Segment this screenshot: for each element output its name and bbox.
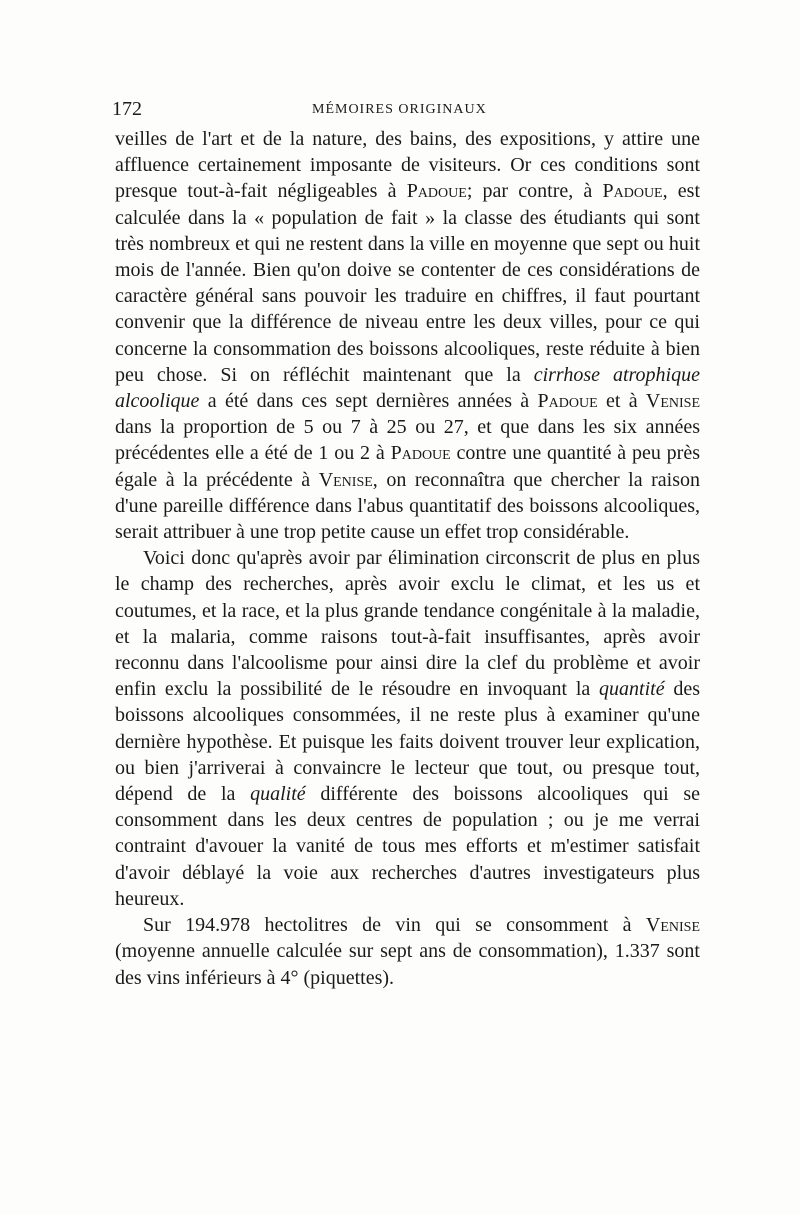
text-segment: a été dans ces sept dernières années à [199,390,538,413]
text-segment: veilles de l'art et de la nature, des bains, des expositions, y attire une affluence certainement imposante de visiteurs. Or ces conditions sont presque tout-à-fait négligeables à [115,128,700,203]
text-segment: et à [597,390,646,413]
page-number: 172 [112,98,142,120]
text-segment: ; par contre, à [466,180,603,203]
text-segment: des boissons alcooliques consommées, il ne reste plus à examiner qu'une dernière hypothèse. Et puisque les faits doivent trouver leur explication, ou bien j'arriverai à convaincre le lecteur que tout, ou presque tout, dépend de la [115,678,700,806]
text-segment: Padoue [602,180,663,203]
paragraph-3 [115,912,700,991]
paragraph-2 [115,545,700,912]
text-segment: Venise [645,914,700,937]
text-segment: , est calculée dans la « population de fait » la classe des étudiants qui sont très nombreux et qui ne restent dans la ville en moyenne que sept ou huit mois de l'année. Bien qu'on doive se contenter de ces considérations de caractère général sans pouvoir les traduire en chiffres, il faut pourtant convenir que la différence de niveau entre les deux villes, pour ce qui concerne la consommation des boissons alcooliques, reste réduite à bien peu chose. Si on réfléchit maintenant que la [115,180,701,386]
text-segment: Venise [645,390,701,413]
text-segment: (moyenne annuelle calculée sur sept ans de consommation), 1.337 sont des vins inférieurs à 4° (piquettes). [115,940,700,989]
text-segment: qualité [250,783,306,806]
text-segment: Padoue [390,442,451,465]
page-header [112,96,702,126]
running-head: MÉMOIRES ORIGINAUX [312,102,487,117]
text-segment: dans la proportion de 5 ou 7 à 25 ou 27, et que dans les six années précédentes elle a été de 1 ou 2 à [115,416,700,465]
text-segment: contre une quantité à peu près égale à la précédente à [115,442,700,491]
text-segment: Padoue [537,390,598,413]
text-segment: Sur 194.978 hectolitres de vin qui se consomment à [143,914,646,937]
text-segment: , on reconnaîtra que chercher la raison d'une pareille différence dans l'abus quantitatif des boissons alcooliques, serait attribuer à une trop petite cause un effet trop considérable. [115,468,700,544]
text-segment: Padoue [406,180,467,203]
text-segment: différente des boissons alcooliques qui se consomment dans les deux centres de population ; ou je me verrai contraint d'avouer la vanité de tous mes efforts et m'estimer satisfait d'avoir déblayé la voie aux recherches d'autres investigateurs plus heureux. [115,783,700,910]
paragraph-1 [115,126,700,545]
body-text [115,126,700,991]
text-segment: quantité [599,678,665,701]
text-segment: cirrhose atrophique alcoolique [115,363,700,413]
text-segment: Voici donc qu'après avoir par élimination circonscrit de plus en plus le champ des recherches, après avoir exclu le climat, et les us et coutumes, et la race, et la plus grande tendance congénitale à la maladie, et la malaria, comme raisons tout-à-fait insuffisantes, après avoir reconnu dans l'alcoolisme pour ainsi dire la clef du problème et avoir enfin exclu la possibilité de le résoudre en invoquant la [115,547,700,701]
text-segment: Venise [318,468,373,491]
